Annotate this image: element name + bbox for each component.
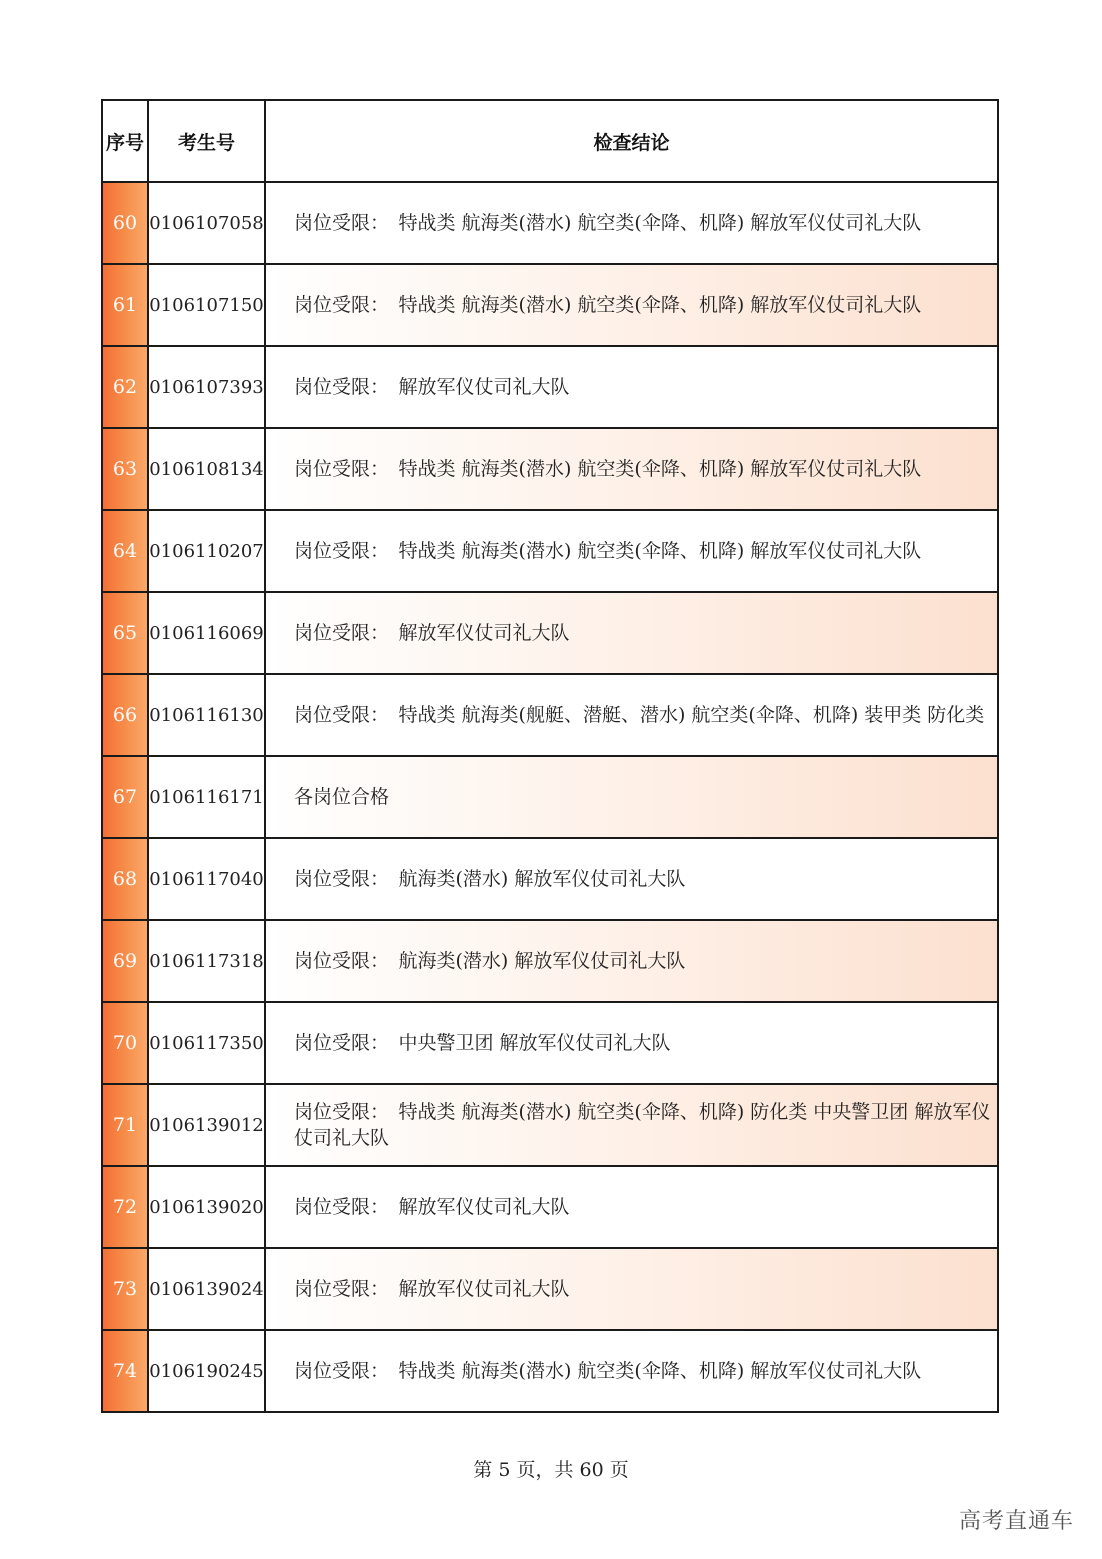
table-row xyxy=(102,674,998,756)
result-cell: 岗位受限： 特战类 航海类(潜水) 航空类(伞降、机降) 解放军仪仗司礼大队 xyxy=(265,264,998,346)
exam-id-cell: 0106139020 xyxy=(148,1166,265,1248)
seq-cell: 68 xyxy=(102,838,148,920)
exam-id-cell: 0106110207 xyxy=(148,510,265,592)
table-row xyxy=(102,838,998,920)
table-row xyxy=(102,264,998,346)
table-header-row xyxy=(102,100,998,182)
table-row xyxy=(102,1084,998,1166)
table-row xyxy=(102,346,998,428)
seq-cell: 73 xyxy=(102,1248,148,1330)
table-row xyxy=(102,1166,998,1248)
seq-cell: 64 xyxy=(102,510,148,592)
seq-cell: 62 xyxy=(102,346,148,428)
exam-id-cell: 0106116130 xyxy=(148,674,265,756)
header-exam-id: 考生号 xyxy=(148,100,265,182)
table-row xyxy=(102,1002,998,1084)
exam-id-cell: 0106107150 xyxy=(148,264,265,346)
result-cell: 岗位受限： 特战类 航海类(舰艇、潜艇、潜水) 航空类(伞降、机降) 装甲类 防化类 xyxy=(265,674,998,756)
exam-id-cell: 0106139012 xyxy=(148,1084,265,1166)
exam-id-cell: 0106139024 xyxy=(148,1248,265,1330)
table-row xyxy=(102,182,998,264)
table-row xyxy=(102,510,998,592)
seq-cell: 61 xyxy=(102,264,148,346)
exam-id-cell: 0106117040 xyxy=(148,838,265,920)
seq-cell: 70 xyxy=(102,1002,148,1084)
exam-id-cell: 0106107058 xyxy=(148,182,265,264)
result-cell: 岗位受限： 特战类 航海类(潜水) 航空类(伞降、机降) 解放军仪仗司礼大队 xyxy=(265,1330,998,1412)
seq-cell: 66 xyxy=(102,674,148,756)
table-row xyxy=(102,1248,998,1330)
seq-cell: 69 xyxy=(102,920,148,1002)
result-cell: 岗位受限： 特战类 航海类(潜水) 航空类(伞降、机降) 防化类 中央警卫团 解放军仪仗司礼大队 xyxy=(265,1084,998,1166)
table-row xyxy=(102,1330,998,1412)
result-cell: 岗位受限： 解放军仪仗司礼大队 xyxy=(265,1248,998,1330)
header-result: 检查结论 xyxy=(265,100,998,182)
seq-cell: 67 xyxy=(102,756,148,838)
table-row xyxy=(102,592,998,674)
exam-id-cell: 0106116069 xyxy=(148,592,265,674)
result-cell: 岗位受限： 特战类 航海类(潜水) 航空类(伞降、机降) 解放军仪仗司礼大队 xyxy=(265,510,998,592)
watermark: 高考直通车 xyxy=(958,1509,1074,1534)
page-number: 第 5 页，共 60 页 xyxy=(473,1459,629,1481)
result-cell: 各岗位合格 xyxy=(265,756,998,838)
result-cell: 岗位受限： 航海类(潜水) 解放军仪仗司礼大队 xyxy=(265,838,998,920)
header-seq: 序号 xyxy=(102,100,148,182)
result-cell: 岗位受限： 解放军仪仗司礼大队 xyxy=(265,592,998,674)
table-row xyxy=(102,756,998,838)
result-cell: 岗位受限： 特战类 航海类(潜水) 航空类(伞降、机降) 解放军仪仗司礼大队 xyxy=(265,182,998,264)
result-cell: 岗位受限： 航海类(潜水) 解放军仪仗司礼大队 xyxy=(265,920,998,1002)
exam-id-cell: 0106107393 xyxy=(148,346,265,428)
seq-cell: 65 xyxy=(102,592,148,674)
result-cell: 岗位受限： 特战类 航海类(潜水) 航空类(伞降、机降) 解放军仪仗司礼大队 xyxy=(265,428,998,510)
exam-id-cell: 0106116171 xyxy=(148,756,265,838)
seq-cell: 63 xyxy=(102,428,148,510)
exam-id-cell: 0106117318 xyxy=(148,920,265,1002)
seq-cell: 74 xyxy=(102,1330,148,1412)
result-cell: 岗位受限： 解放军仪仗司礼大队 xyxy=(265,1166,998,1248)
table-row xyxy=(102,428,998,510)
exam-id-cell: 0106190245 xyxy=(148,1330,265,1412)
exam-id-cell: 0106117350 xyxy=(148,1002,265,1084)
results-table xyxy=(101,99,999,1413)
result-cell: 岗位受限： 中央警卫团 解放军仪仗司礼大队 xyxy=(265,1002,998,1084)
result-cell: 岗位受限： 解放军仪仗司礼大队 xyxy=(265,346,998,428)
seq-cell: 72 xyxy=(102,1166,148,1248)
table-row xyxy=(102,920,998,1002)
seq-cell: 60 xyxy=(102,182,148,264)
exam-id-cell: 0106108134 xyxy=(148,428,265,510)
seq-cell: 71 xyxy=(102,1084,148,1166)
